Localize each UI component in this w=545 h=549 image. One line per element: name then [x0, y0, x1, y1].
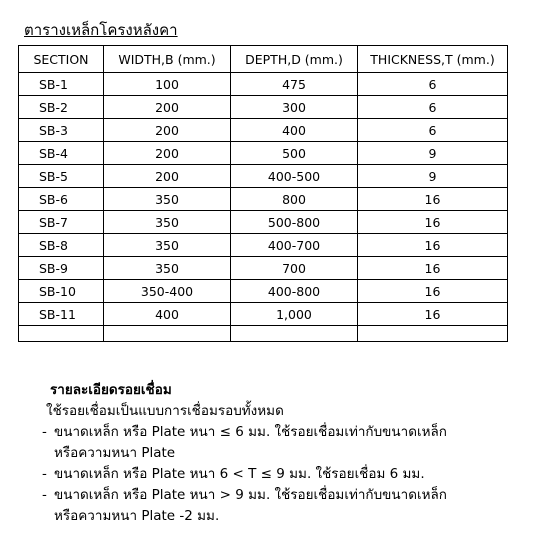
section-cell: SB-8: [19, 234, 104, 257]
header-width: WIDTH,B (mm.): [104, 46, 231, 73]
empty-cell: [231, 326, 358, 342]
width-cell: 350: [104, 257, 231, 280]
dash-bullet: -: [42, 487, 47, 503]
thickness-cell: 16: [358, 211, 508, 234]
width-cell: 400: [104, 303, 231, 326]
width-cell: 200: [104, 142, 231, 165]
table-row: [19, 142, 508, 165]
table-row: [19, 280, 508, 303]
table-header-row: [19, 46, 508, 73]
dash-bullet: -: [42, 466, 47, 482]
depth-cell: 300: [231, 96, 358, 119]
page-title: ตารางเหล็กโครงหลังคา: [24, 21, 178, 39]
table-row: [19, 211, 508, 234]
width-cell: 350-400: [104, 280, 231, 303]
depth-cell: 400: [231, 119, 358, 142]
width-cell: 100: [104, 73, 231, 96]
empty-cell: [358, 326, 508, 342]
note-line: ขนาดเหล็ก หรือ Plate หนา 6 < T ≤ 9 มม. ใช้รอยเชื่อม 6 มม.: [54, 466, 425, 482]
list-item: [42, 422, 530, 464]
empty-cell: [19, 326, 104, 342]
depth-cell: 400-800: [231, 280, 358, 303]
depth-cell: 1,000: [231, 303, 358, 326]
empty-cell: [104, 326, 231, 342]
steel-section-table: [18, 45, 508, 342]
thickness-cell: 9: [358, 165, 508, 188]
depth-cell: 500: [231, 142, 358, 165]
thickness-cell: 9: [358, 142, 508, 165]
section-cell: SB-7: [19, 211, 104, 234]
section-cell: SB-4: [19, 142, 104, 165]
thickness-cell: 6: [358, 119, 508, 142]
section-cell: SB-1: [19, 73, 104, 96]
header-depth: DEPTH,D (mm.): [231, 46, 358, 73]
table-row: [19, 303, 508, 326]
dash-bullet: -: [42, 424, 47, 440]
section-cell: SB-10: [19, 280, 104, 303]
thickness-cell: 16: [358, 234, 508, 257]
note-line: ขนาดเหล็ก หรือ Plate หนา ≤ 6 มม. ใช้รอยเชื่อมเท่ากับขนาดเหล็ก: [54, 424, 447, 440]
depth-cell: 700: [231, 257, 358, 280]
section-cell: SB-6: [19, 188, 104, 211]
width-cell: 350: [104, 211, 231, 234]
thickness-cell: 16: [358, 257, 508, 280]
thickness-cell: 16: [358, 188, 508, 211]
header-thickness: THICKNESS,T (mm.): [358, 46, 508, 73]
list-item: [42, 485, 530, 527]
note-line-continuation: หรือความหนา Plate -2 มม.: [54, 508, 220, 524]
depth-cell: 400-500: [231, 165, 358, 188]
list-item: [42, 464, 530, 485]
table-row: [19, 165, 508, 188]
depth-cell: 475: [231, 73, 358, 96]
section-cell: SB-2: [19, 96, 104, 119]
table-row: [19, 119, 508, 142]
table-row: [19, 73, 508, 96]
notes-heading: รายละเอียดรอยเชื่อม: [50, 382, 172, 398]
weld-notes: [42, 380, 530, 527]
width-cell: 200: [104, 119, 231, 142]
table-row: [19, 257, 508, 280]
thickness-cell: 6: [358, 73, 508, 96]
section-cell: SB-5: [19, 165, 104, 188]
thickness-cell: 6: [358, 96, 508, 119]
note-line: ขนาดเหล็ก หรือ Plate หนา > 9 มม. ใช้รอยเชื่อมเท่ากับขนาดเหล็ก: [54, 487, 447, 503]
thickness-cell: 16: [358, 303, 508, 326]
width-cell: 350: [104, 188, 231, 211]
table-row: [19, 188, 508, 211]
section-cell: SB-9: [19, 257, 104, 280]
width-cell: 200: [104, 165, 231, 188]
note-line-continuation: หรือความหนา Plate: [54, 445, 176, 461]
thickness-cell: 16: [358, 280, 508, 303]
width-cell: 200: [104, 96, 231, 119]
section-cell: SB-11: [19, 303, 104, 326]
depth-cell: 400-700: [231, 234, 358, 257]
depth-cell: 500-800: [231, 211, 358, 234]
section-cell: SB-3: [19, 119, 104, 142]
width-cell: 350: [104, 234, 231, 257]
notes-intro: ใช้รอยเชื่อมเป็นแบบการเชื่อมรอบทั้งหมด: [46, 403, 284, 419]
table-row-empty: [19, 326, 508, 342]
header-section: SECTION: [19, 46, 104, 73]
table-row: [19, 234, 508, 257]
depth-cell: 800: [231, 188, 358, 211]
table-row: [19, 96, 508, 119]
